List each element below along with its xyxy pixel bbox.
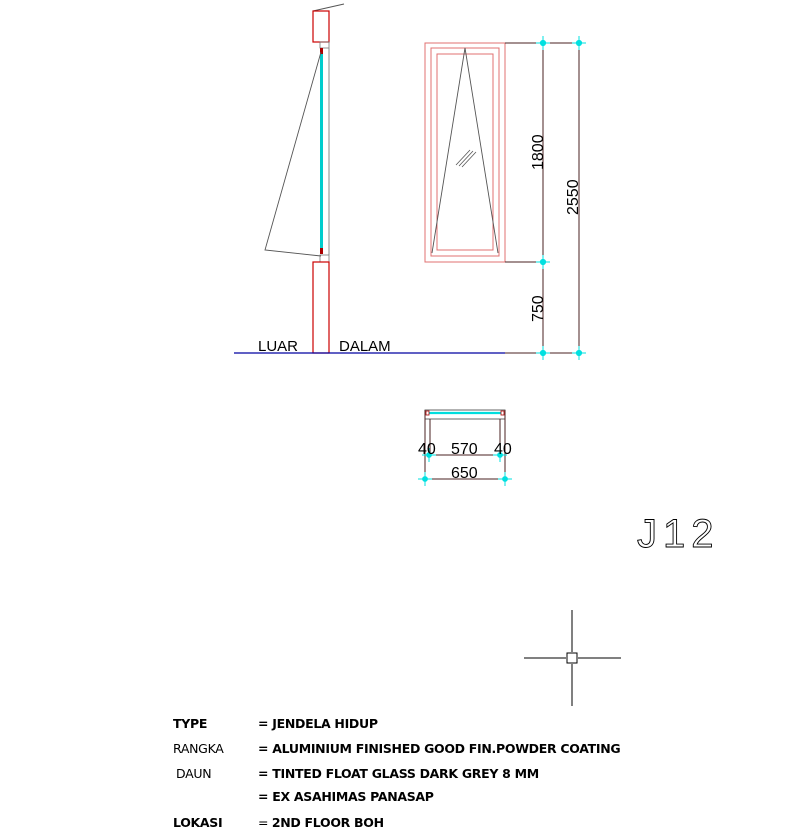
- outside-label: LUAR: [258, 338, 299, 355]
- dim-right-frame: 40: [494, 441, 512, 458]
- opening-indicator: [432, 48, 498, 253]
- spec-value-leaf-brand: = EX ASAHIMAS PANASAP: [258, 789, 434, 804]
- dim-total-height: 2550: [565, 179, 582, 215]
- dim-left-frame: 40: [418, 441, 436, 458]
- dim-window-height: 1800: [530, 134, 547, 170]
- spec-value-type: = JENDELA HIDUP: [258, 716, 378, 731]
- dim-sill-height: 750: [530, 295, 547, 322]
- spec-label-frame: RANGKA: [173, 741, 224, 756]
- glass-hatch-icon: [456, 150, 476, 167]
- window-tag: J12: [637, 512, 720, 556]
- inside-label: DALAM: [339, 338, 391, 355]
- dim-glass-width: 570: [451, 441, 478, 458]
- spec-value-location: = 2ND FLOOR BOH: [258, 815, 384, 830]
- spec-value-leaf: = TINTED FLOAT GLASS DARK GREY 8 MM: [258, 766, 539, 781]
- section-view: [265, 4, 344, 353]
- elevation-view: [425, 43, 505, 262]
- spec-label-leaf: DAUN: [176, 766, 212, 781]
- dim-total-width: 650: [451, 465, 478, 482]
- swing-arc: [265, 52, 321, 256]
- spec-value-frame: = ALUMINIUM FINISHED GOOD FIN.POWDER COATING: [258, 741, 621, 756]
- spec-label-type: TYPE: [173, 716, 208, 731]
- spec-label-location: LOKASI: [173, 815, 223, 830]
- glass-section: [320, 52, 323, 250]
- crosshair-cursor-icon: [524, 610, 621, 706]
